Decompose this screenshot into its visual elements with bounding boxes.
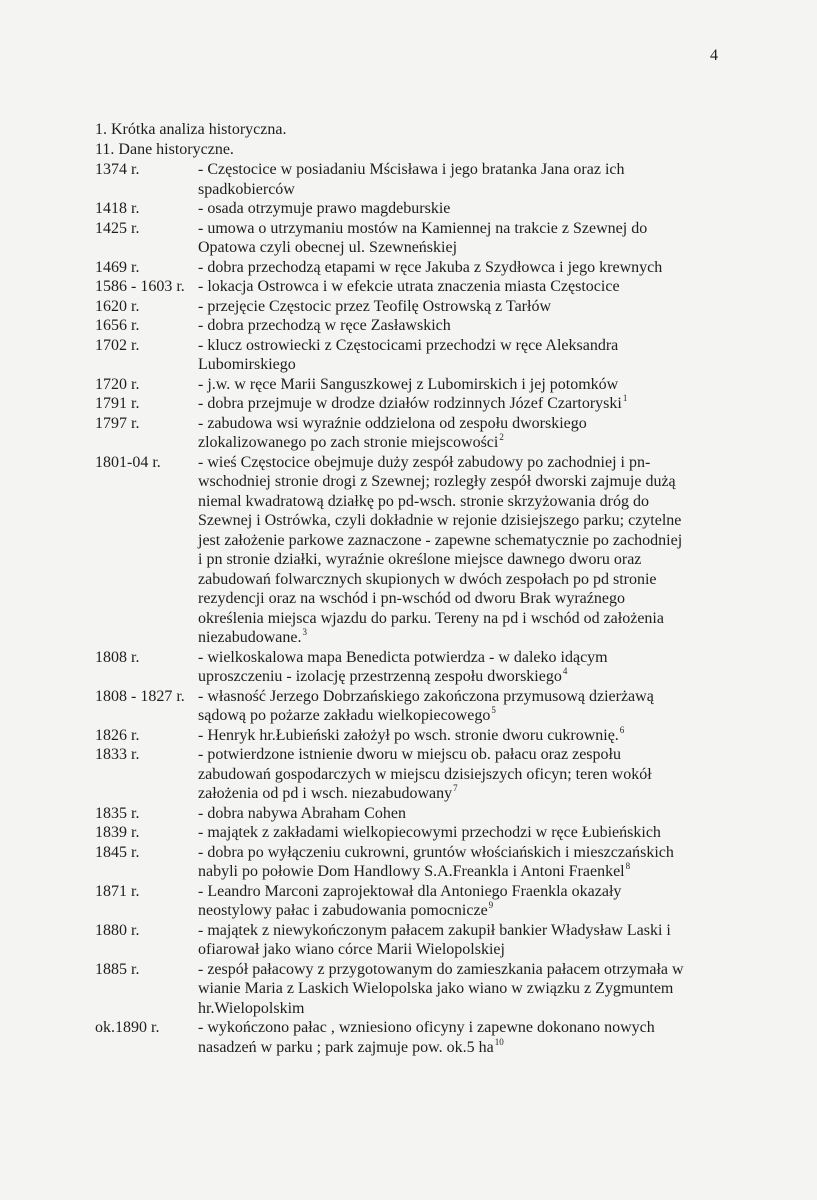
entry-text-line: - zespół pałacowy z przygotowanym do zamieszkania pałacem otrzymała w	[198, 960, 684, 978]
entry-text	[198, 648, 735, 687]
entry-text-line: - majątek z niewykończonym pałacem zakupił bankier Władysław Laski i	[198, 921, 671, 939]
entry-text	[198, 726, 735, 746]
timeline-entry	[95, 1018, 735, 1057]
entry-text	[198, 1018, 735, 1057]
entry-date: 1586 - 1603 r.	[95, 278, 185, 295]
entry-date: 1801-04 r.	[95, 453, 161, 471]
entry-text	[198, 277, 735, 297]
footnote-marker: 6	[619, 724, 625, 735]
entry-text-line: założenia od pd i wsch. niezabudowany$^7$	[198, 783, 458, 802]
entry-text	[198, 394, 735, 414]
footnote-marker: 2	[499, 432, 504, 442]
entry-text	[198, 375, 735, 395]
footnote-marker: 4	[562, 666, 568, 676]
timeline-entry	[95, 277, 735, 297]
subsection-heading: 11. Dane historyczne.	[95, 141, 234, 158]
entry-date: 1797 r.	[95, 414, 140, 432]
entry-text-line: nasadzeń w parku ; park zajmuje pow. ok.5 $ha^{10}$	[198, 1036, 504, 1056]
entry-text-line: niezabudowane.$^3$	[198, 627, 308, 646]
entry-date: 1808 r.	[95, 648, 140, 666]
entry-text	[198, 414, 735, 453]
entry-text-line: jest założenie parkowe zaznaczone - zapewne schematycznie po zachodniej	[198, 531, 683, 549]
entry-date: 1835 r.	[95, 804, 140, 822]
timeline-entry	[95, 453, 735, 648]
entry-text-line: wianie Maria z Laskich Wielopolska jako wiano w związku z Zygmuntem	[198, 980, 674, 997]
entry-text-line: - dobra przejmuje w drodze działów rodzinnych Józef Czartoryski$^1$	[198, 393, 628, 412]
entry-date: 1880 r.	[95, 921, 140, 939]
entry-text	[198, 804, 735, 824]
entry-text-line: - Henryk hr.Łubieński założył po wsch. stronie dworu cukrownię.$^6$	[198, 724, 625, 744]
entry-date: 1833 r.	[95, 746, 140, 763]
entry-text-line: - potwierdzone istnienie dworu w miejscu ob. pałacu oraz zespołu	[198, 746, 621, 763]
entry-date: 1374 r.	[95, 161, 140, 178]
entry-text-line: niemal kwadratową działkę po pd-wsch. stronie skrzyżowania dróg do	[198, 492, 649, 510]
entry-date: 1720 r.	[95, 375, 140, 393]
entry-text-line: ofiarował jako wiano córce Marii Wielopolskiej	[198, 941, 505, 958]
entry-text	[198, 316, 735, 336]
entry-text-line: - umowa o utrzymaniu mostów na Kamiennej na trakcie z Szewnej do	[198, 219, 648, 237]
entry-text	[198, 453, 735, 648]
timeline-list	[95, 160, 735, 1057]
page-number: 4	[710, 47, 718, 64]
entry-text-line: - j.w. w ręce Marii Sanguszkowej z Lubomirskich i jej potomków	[198, 375, 619, 393]
entry-date: 1826 r.	[95, 726, 140, 744]
timeline-entry	[95, 648, 735, 687]
entry-text-line: uproszczeniu - izolację przestrzenną zespołu dworskiego$^4$	[198, 666, 568, 685]
entry-text-line: - Leandro Marconi zaprojektował dla Antoniego Fraenkla okazały	[198, 882, 622, 900]
entry-date: 1620 r.	[95, 297, 140, 315]
entry-text	[198, 297, 735, 317]
entry-text-line: sądową po pożarze zakładu wielkopiecowego$^5$	[198, 705, 496, 724]
timeline-entry	[95, 336, 735, 375]
timeline-entry	[95, 414, 735, 453]
entry-text-line: zabudowań folwarcznych skupionych w dwóch zespołach po pd stronie	[198, 570, 657, 588]
entry-text-line: - własność Jerzego Dobrzańskiego zakończona przymusową dzierżawą	[198, 687, 654, 705]
timeline-entry	[95, 258, 735, 278]
entry-text-line: - przejęcie Częstocic przez Teofilę Ostrowską z Tarłów	[198, 297, 552, 315]
entry-date: 1808 - 1827 r.	[95, 687, 185, 705]
entry-text	[198, 687, 735, 726]
entry-text-line: - dobra nabywa Abraham Cohen	[198, 804, 406, 822]
entry-text-line: Szewnej i Ostrówka, czyli dokładnie w rejonie dzisiejszego parku; czytelne	[198, 512, 682, 529]
entry-text	[198, 960, 735, 1019]
entry-text-line: zabudowań gospodarczych w miejscu dzisiejszych oficyn; teren wokół	[198, 765, 652, 783]
entry-text	[198, 160, 735, 199]
entry-text	[198, 921, 735, 960]
entry-text-line: Opatowa czyli obecnej ul. Szewneńskiej	[198, 239, 458, 256]
entry-text-line: określenia miejsca wjazdu do parku. Tereny na pd i wschód od założenia	[198, 609, 664, 627]
entry-text-line: - wielkoskalowa mapa Benedicta potwierdza - w daleko idącym	[198, 648, 608, 666]
entry-text	[198, 843, 735, 882]
entry-text-line: spadkobierców	[198, 180, 295, 198]
entry-text-line: Lubomirskiego	[198, 356, 296, 373]
entry-text	[198, 199, 735, 219]
entry-date: 1425 r.	[95, 219, 140, 237]
footnote-marker: 10	[494, 1036, 504, 1047]
entry-text	[198, 823, 735, 843]
entry-text-line: - dobra przechodzą w ręce Zasławskich	[198, 317, 451, 334]
entry-date: 1845 r.	[95, 843, 140, 861]
timeline-entry	[95, 199, 735, 219]
timeline-entry	[95, 745, 735, 804]
entry-text-line: - majątek z zakładami wielkopiecowymi przechodzi w ręce Łubieńskich	[198, 824, 661, 841]
entry-text-line: - wieś Częstocice obejmuje duży zespół zabudowy po zachodniej i pn-	[198, 453, 651, 471]
entry-text-line: hr.Wielopolskim	[198, 999, 305, 1017]
entry-text-line: - Częstocice w posiadaniu Mścisława i jego bratanka Jana oraz ich	[198, 161, 625, 178]
footnote-marker: 3	[302, 627, 308, 637]
entry-text-line: - dobra po wyłączeniu cukrowni, gruntów włościańskich i mieszczańskich	[198, 843, 674, 861]
footnote-marker: 5	[491, 705, 496, 715]
footnote-marker: 9	[488, 900, 494, 910]
timeline-entry	[95, 316, 735, 336]
entry-date: 1418 r.	[95, 200, 140, 217]
entry-text-line: - lokacja Ostrowca i w efekcie utrata znaczenia miasta Częstocice	[198, 278, 620, 295]
entry-text-line: i pn stronie działki, wyraźnie określone miejsce dawnego dworu oraz	[198, 551, 642, 568]
entry-text-line: neostylowy pałac i zabudowania pomocnicze$^9$	[198, 900, 494, 919]
entry-date: 1702 r.	[95, 336, 140, 354]
footnote-marker: 8	[625, 861, 631, 871]
timeline-entry	[95, 921, 735, 960]
timeline-entry	[95, 687, 735, 726]
entry-date: 1469 r.	[95, 258, 140, 276]
section-heading: 1. Krótka analiza historyczna.	[95, 121, 287, 138]
timeline-entry	[95, 375, 735, 395]
timeline-entry	[95, 804, 735, 824]
entry-text	[198, 219, 735, 258]
timeline-entry	[95, 960, 735, 1019]
footnote-marker: 1	[622, 393, 628, 403]
entry-text-line: rezydencji oraz na wschód i pn-wschód od dworu Brak wyraźnego	[198, 590, 625, 607]
entry-text-line: - klucz ostrowiecki z Częstocicami przechodzi w ręce Aleksandra	[198, 336, 619, 354]
entry-text-line: - osada otrzymuje prawo magdeburskie	[198, 200, 451, 217]
entry-date: 1885 r.	[95, 960, 140, 978]
timeline-entry	[95, 394, 735, 414]
footnote-marker: 7	[453, 783, 458, 793]
timeline-entry	[95, 823, 735, 843]
timeline-entry	[95, 726, 735, 746]
timeline-entry	[95, 219, 735, 258]
entry-text-line: zlokalizowanego po zach stronie miejscowości$^2$	[198, 432, 504, 451]
entry-text-line: - dobra przechodzą etapami w ręce Jakuba z Szydłowca i jego krewnych	[198, 258, 663, 276]
entry-text-line: - zabudowa wsi wyraźnie oddzielona od zespołu dworskiego	[198, 414, 587, 432]
entry-date: 1839 r.	[95, 824, 140, 841]
entry-text-line: nabyli po połowie Dom Handlowy S.A.Freankla i Antoni Fraenkel$^8$	[198, 861, 631, 880]
entry-date: 1871 r.	[95, 882, 140, 900]
timeline-entry	[95, 297, 735, 317]
entry-text	[198, 336, 735, 375]
entry-date: ok.1890 r.	[95, 1019, 160, 1036]
timeline-entry	[95, 882, 735, 921]
entry-text-line: - wykończono pałac , wzniesiono oficyny i zapewne dokonano nowych	[198, 1019, 655, 1036]
entry-text	[198, 882, 735, 921]
entry-text-line: wschodniej stronie drogi z Szewnej; rozległy zespół dworski zajmuje dużą	[198, 473, 676, 490]
entry-text	[198, 258, 735, 278]
timeline-entry	[95, 843, 735, 882]
timeline-entry	[95, 160, 735, 199]
entry-text	[198, 745, 735, 804]
entry-date: 1791 r.	[95, 395, 140, 412]
entry-date: 1656 r.	[95, 317, 140, 334]
